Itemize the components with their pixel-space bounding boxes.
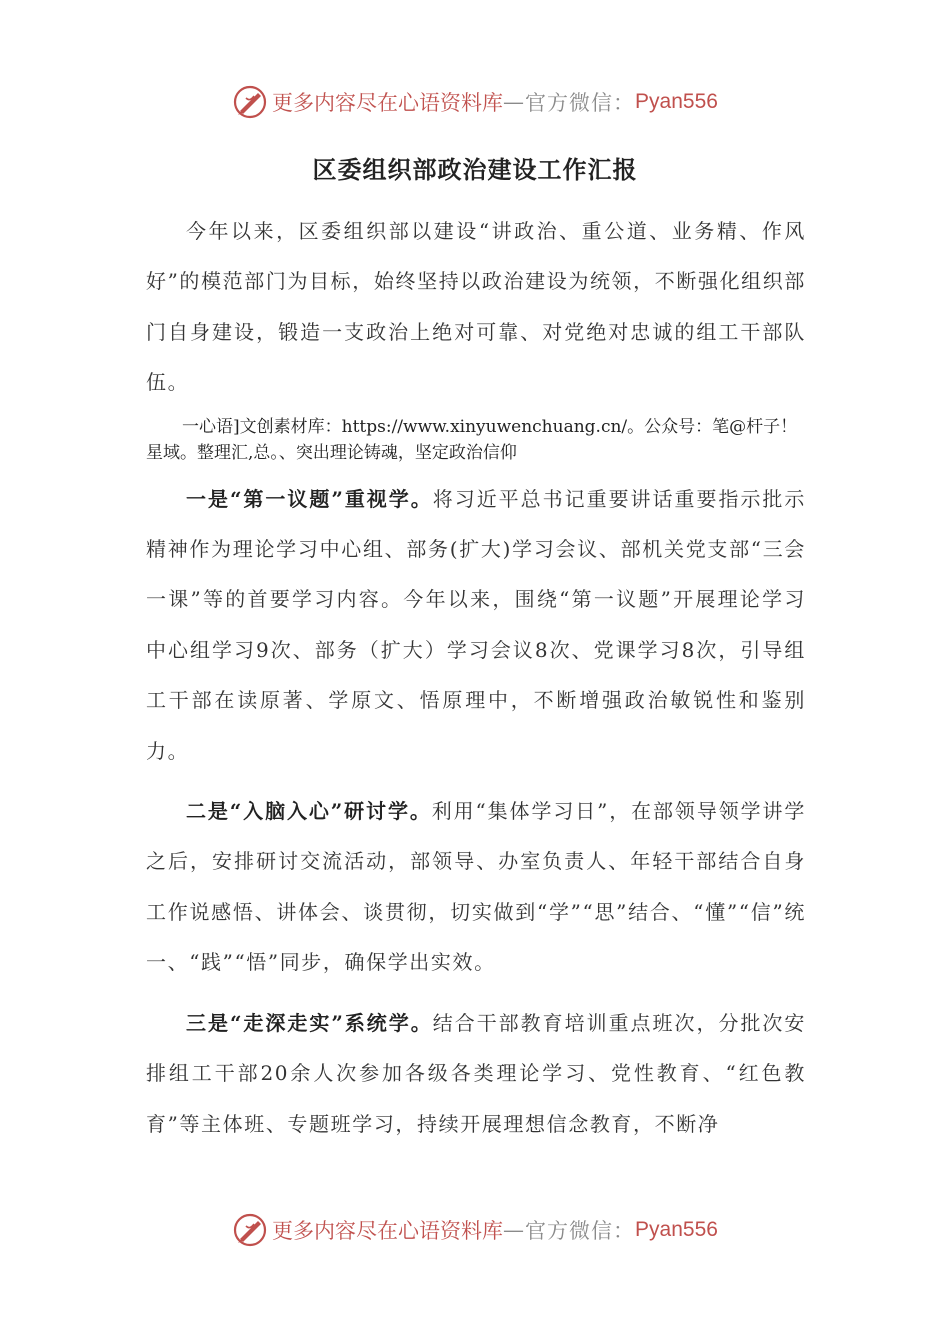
- footer-separator: —: [503, 1218, 526, 1242]
- footer-banner: [0, 1208, 950, 1252]
- section-lead-2: 二是“入脑入心”研讨学。: [186, 799, 432, 824]
- banner-separator: —: [503, 90, 526, 114]
- section-lead-3: 三是“走深走实”系统学。: [186, 1010, 433, 1035]
- section-lead-1: 一是“第一议题”重视学。: [186, 486, 433, 511]
- section-body-2: 利用“集体学习日”，在部领导领学讲学之后，安排研讨交流活动，部领导、办室负责人、年轻干部结合自身工作说感悟、讲体会、谈贯彻，切实做到“学”“思”结合、“懂”“信”统一、“践”“悟”同步，确保学出实效。: [146, 799, 806, 975]
- page-title: 区委组织部政治建设工作汇报: [312, 156, 638, 184]
- section-body-1: 将习近平总书记重要讲话重要指示批示精神作为理论学习中心组、部务(扩大)学习会议、部机关党支部“三会一课”等的首要学习内容。今年以来，围绕“第一议题”开展理论学习中心组学习9次、部务（扩大）学习会议8次、党课学习8次，引导组工干部在读原著、学原文、悟原理中，不断增强政治敏锐性和鉴别力。: [146, 486, 806, 763]
- section-paragraph-1: [146, 474, 806, 776]
- footer-official-text: 官方微信：: [525, 1219, 636, 1243]
- footer-wechat-id: Pyan556: [635, 1218, 718, 1241]
- intro-paragraph: 今年以来，区委组织部以建设“讲政治、重公道、业务精、作风好”的模范部门为目标，始终坚持以政治建设为统领，不断强化组织部门自身建设，锻造一支政治上绝对可靠、对党绝对忠诚的组工干部队伍。: [146, 219, 806, 395]
- section-paragraph-3: [146, 998, 806, 1149]
- banner-brand-text: 更多内容尽在心语资料库: [272, 91, 504, 115]
- watermark-note: 一心语]文创素材库：https://www.xinyuwenchuang.cn/。公众号：笔@杆子！星域。整理汇,总。、突出理论铸魂，坚定政治信仰: [146, 416, 798, 463]
- section-paragraph-2: [146, 786, 806, 988]
- banner-wechat-id: Pyan556: [635, 90, 718, 113]
- footer-brand-text: 更多内容尽在心语资料库: [272, 1219, 504, 1243]
- banner-official-text: 官方微信：: [525, 91, 636, 115]
- quill-logo-icon: [232, 84, 268, 120]
- section-body-3: 结合干部教育培训重点班次，分批次安排组工干部20余人次参加各级各类理论学习、党性教育、“红色教育”等主体班、专题班学习，持续开展理想信念教育，不断净: [146, 1010, 806, 1136]
- header-banner: [0, 80, 950, 124]
- document-body: [146, 206, 806, 1149]
- quill-logo-icon: [232, 1212, 268, 1248]
